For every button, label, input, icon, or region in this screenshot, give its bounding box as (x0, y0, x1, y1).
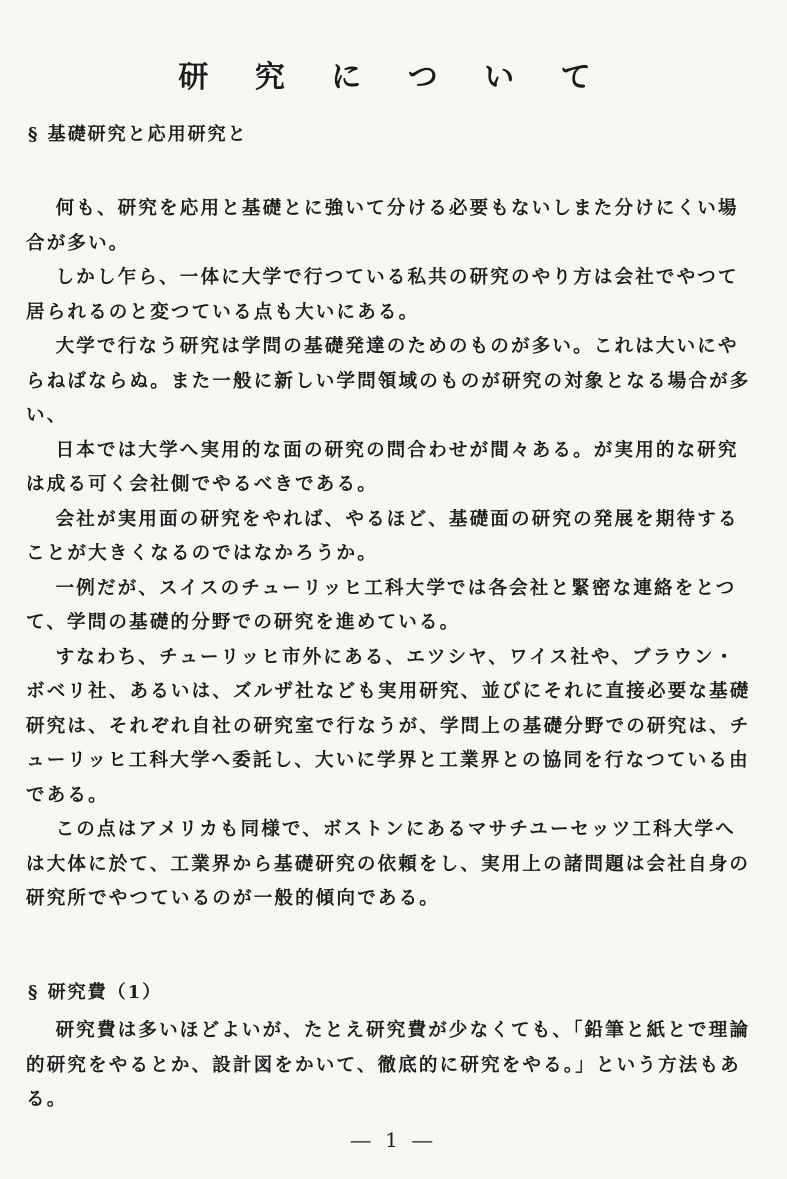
paragraph: この点はアメリカも同様で、ボストンにあるマサチユーセッツ工科大学へは大体に於て、工業界から基礎研究の依頼をし、実用上の諸問題は会社自身の研究所でやつているのが一般的傾向である。 (26, 819, 751, 909)
section-body-basic-applied (26, 192, 754, 917)
paragraph: 何も、研究を応用と基礎とに強いて分ける必要もないしまた分けにくい場合が多い。 (26, 198, 739, 254)
paragraph: 会社が実用面の研究をやれば、やるほど、基礎面の研究の発展を期待することが大きくなるのではなかろうか。 (26, 508, 739, 564)
paragraph: すなわち、チューリッヒ市外にある、エツシヤ、ワイス社や、ブラウン・ボベリ社、あるいは、ズルザ社なども実用研究、並びにそれに直接必要な基礎研究は、それぞれ自社の研究室で行なうが、学問上の基礎分野での研究は、チューリッヒ工科大学へ委託し、大いに学界と工業界との協同を行なつている由である。 (26, 646, 751, 806)
paragraph: 研究費は多いほどよいが、たとえ研究費が少なくても、「鉛筆と紙とで理論的研究をやるとか、設計図をかいて、徹底的に研究をやる。」という方法もある。 (26, 1020, 751, 1110)
paragraph: 日本では大学へ実用的な面の研究の問合わせが間々ある。が実用的な研究は成る可く会社側でやるべきである。 (26, 439, 739, 495)
page-number: ― 1 ― (350, 1128, 437, 1152)
page-title: 研 究 に つ い て (178, 60, 609, 95)
section-body-research-funds (26, 1014, 754, 1118)
paragraph: 一例だが、スイスのチューリッヒ工科大学では各会社と緊密な連絡をとつて、学問の基礎的分野での研究を進めている。 (26, 577, 737, 633)
section-heading-basic-applied: § 基礎研究と応用研究と (28, 124, 248, 145)
paragraph: しかし乍ら、一体に大学で行つている私共の研究のやり方は会社でやつて居られるのと変つている点も大いにある。 (26, 267, 739, 323)
section-heading-research-funds: § 研究費（1） (28, 982, 163, 1003)
paragraph: 大学で行なう研究は学問の基礎発達のためのものが多い。これは大いにやらねばならぬ。また一般に新しい学問領域のものが研究の対象となる場合が多い、 (26, 336, 751, 426)
